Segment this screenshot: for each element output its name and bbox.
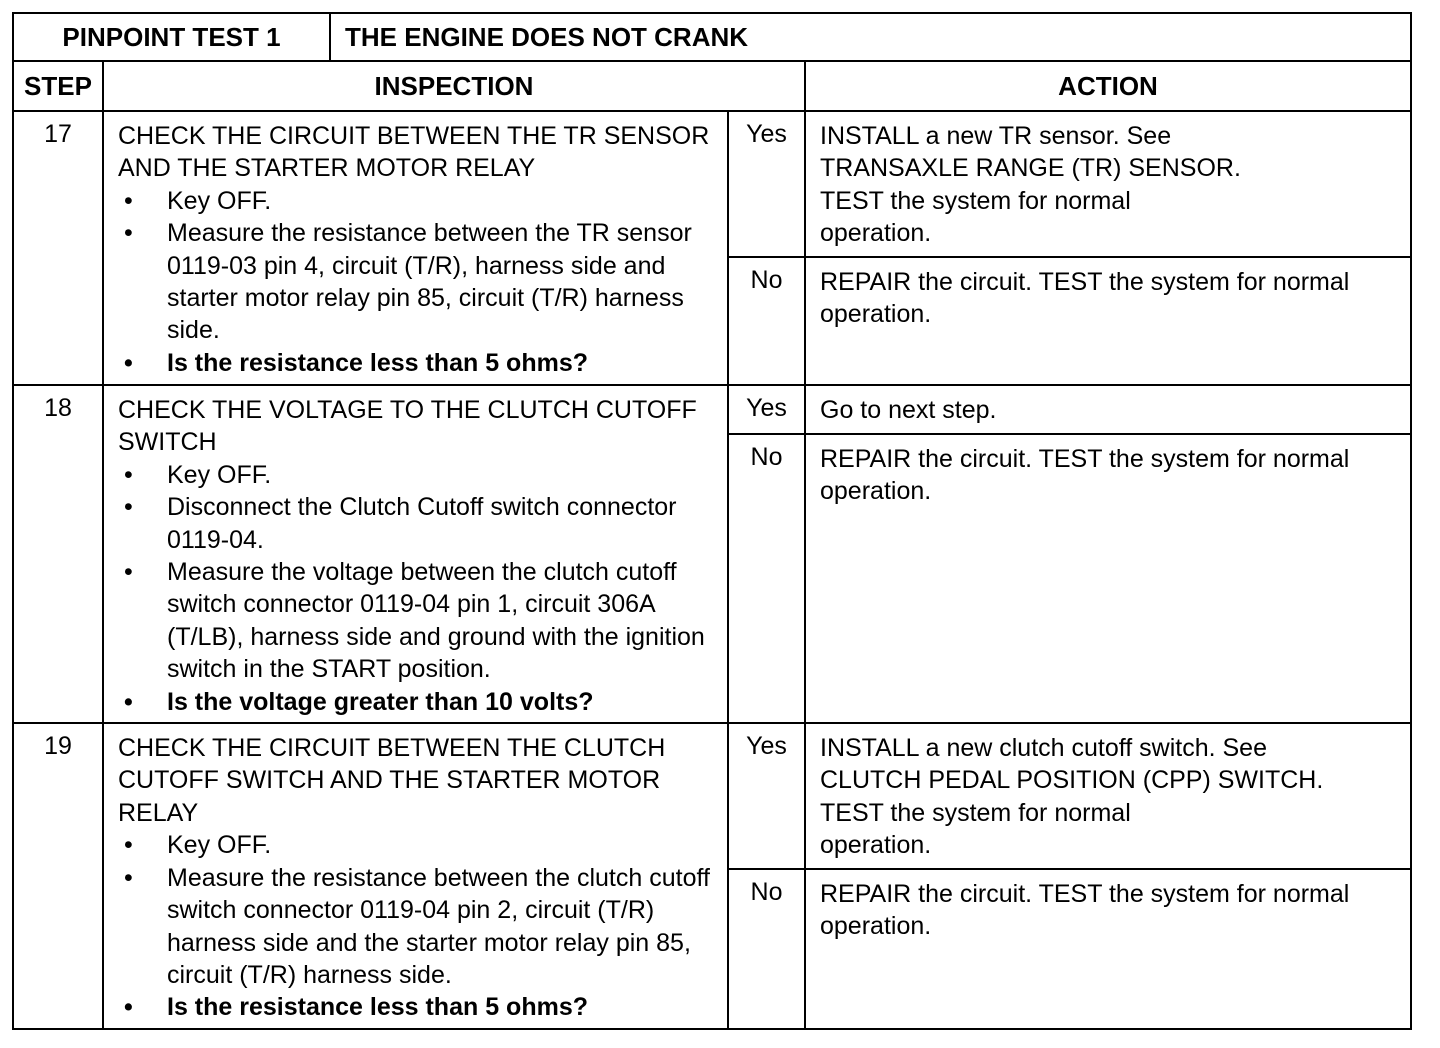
bullet-icon: • bbox=[124, 186, 133, 215]
bullet-icon: • bbox=[124, 831, 133, 860]
title-row bbox=[13, 13, 1411, 61]
bullet-icon: • bbox=[124, 863, 133, 892]
step-number: 17 bbox=[13, 111, 103, 385]
inspection-step-text: Measure the resistance between the clutch cutoff switch connector 0119-04 pin 2, circuit (T/R) harness side and the starter motor relay pin 85, circuit (T/R) harness side. bbox=[167, 863, 710, 989]
no-action: REPAIR the circuit. TEST the system for normal operation. bbox=[805, 434, 1411, 723]
step-number: 18 bbox=[13, 385, 103, 723]
pinpoint-test-table bbox=[12, 12, 1412, 1030]
inspection-steps-list bbox=[118, 459, 717, 718]
no-label: No bbox=[728, 869, 805, 1029]
inspection-steps-list bbox=[118, 829, 717, 1023]
bullet-icon: • bbox=[124, 993, 133, 1022]
inspection-question-text: Is the resistance less than 5 ohms? bbox=[167, 993, 588, 1022]
inspection-step bbox=[118, 556, 717, 686]
inspection-step-text: Measure the voltage between the clutch cutoff switch connector 0119-04 pin 1, circuit 306A (T/LB), harness side and ground with the ignition switch in the START position. bbox=[167, 558, 705, 684]
yes-label: Yes bbox=[728, 723, 805, 869]
inspection-cell bbox=[103, 723, 728, 1029]
yes-action-line: Go to next step. bbox=[820, 396, 997, 424]
step-row bbox=[13, 723, 1411, 869]
bullet-icon: • bbox=[124, 348, 133, 377]
yes-action-line: TEST the system for normal bbox=[820, 798, 1131, 827]
inspection-step-text: Key OFF. bbox=[167, 460, 272, 489]
no-label: No bbox=[728, 257, 805, 385]
yes-action-line: CLUTCH PEDAL POSITION (CPP) SWITCH. bbox=[820, 766, 1324, 795]
yes-action-line: operation. bbox=[820, 831, 932, 860]
yes-action bbox=[805, 111, 1411, 257]
column-header-step: STEP bbox=[13, 61, 103, 111]
inspection-step bbox=[118, 862, 717, 992]
inspection-step bbox=[118, 459, 717, 491]
step-number: 19 bbox=[13, 723, 103, 1029]
yes-action bbox=[805, 385, 1411, 434]
no-label: No bbox=[728, 434, 805, 723]
inspection-title: CHECK THE CIRCUIT BETWEEN THE TR SENSOR AND THE STARTER MOTOR RELAY bbox=[118, 122, 710, 183]
inspection-question bbox=[118, 347, 717, 379]
inspection-steps-list bbox=[118, 185, 717, 379]
column-header-row bbox=[13, 61, 1411, 111]
step-row bbox=[13, 111, 1411, 257]
step-row bbox=[13, 385, 1411, 434]
inspection-question-text: Is the voltage greater than 10 volts? bbox=[167, 687, 594, 716]
yes-action-line: TEST the system for normal bbox=[820, 186, 1131, 215]
inspection-question bbox=[118, 686, 717, 718]
inspection-step bbox=[118, 217, 717, 347]
inspection-cell bbox=[103, 385, 728, 723]
inspection-step-text: Key OFF. bbox=[167, 186, 272, 215]
yes-label: Yes bbox=[728, 385, 805, 434]
inspection-question-text: Is the resistance less than 5 ohms? bbox=[167, 348, 588, 377]
inspection-title: CHECK THE CIRCUIT BETWEEN THE CLUTCH CUTOFF SWITCH AND THE STARTER MOTOR RELAY bbox=[118, 734, 666, 827]
inspection-cell bbox=[103, 111, 728, 385]
yes-action-line: TRANSAXLE RANGE (TR) SENSOR. bbox=[820, 154, 1241, 183]
inspection-step bbox=[118, 491, 717, 556]
bullet-icon: • bbox=[124, 219, 133, 248]
bullet-icon: • bbox=[124, 493, 133, 522]
inspection-step-text: Key OFF. bbox=[167, 831, 272, 860]
inspection-question bbox=[118, 991, 717, 1023]
column-header-inspection: INSPECTION bbox=[103, 61, 805, 111]
no-action: REPAIR the circuit. TEST the system for normal operation. bbox=[805, 869, 1411, 1029]
bullet-icon: • bbox=[124, 460, 133, 489]
yes-label: Yes bbox=[728, 111, 805, 257]
yes-action-line: INSTALL a new TR sensor. See bbox=[820, 122, 1172, 150]
yes-action bbox=[805, 723, 1411, 869]
steps-body bbox=[13, 111, 1411, 1029]
inspection-title: CHECK THE VOLTAGE TO THE CLUTCH CUTOFF SWITCH bbox=[118, 396, 697, 457]
pinpoint-test-page bbox=[12, 12, 1410, 1028]
yes-action-line: INSTALL a new clutch cutoff switch. See bbox=[820, 734, 1267, 763]
inspection-step-text: Disconnect the Clutch Cutoff switch connector 0119-04. bbox=[167, 493, 677, 554]
test-title: THE ENGINE DOES NOT CRANK bbox=[330, 13, 1411, 61]
no-action: REPAIR the circuit. TEST the system for normal operation. bbox=[805, 257, 1411, 385]
inspection-step bbox=[118, 829, 717, 861]
inspection-step bbox=[118, 185, 717, 217]
inspection-step-text: Measure the resistance between the TR sensor 0119-03 pin 4, circuit (T/R), harness side and starter motor relay pin 85, circuit (T/R) harness side. bbox=[167, 219, 692, 345]
column-header-action: ACTION bbox=[805, 61, 1411, 111]
yes-action-line: operation. bbox=[820, 219, 932, 248]
bullet-icon: • bbox=[124, 687, 133, 716]
bullet-icon: • bbox=[124, 558, 133, 587]
test-id: PINPOINT TEST 1 bbox=[13, 13, 330, 61]
